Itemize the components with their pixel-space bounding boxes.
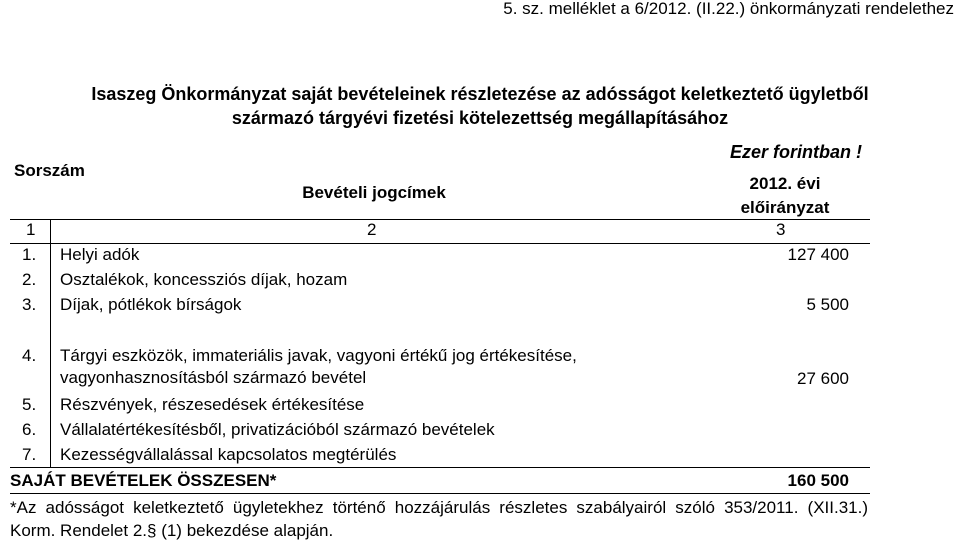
column-number: 2 (367, 220, 377, 239)
row-text: Kezességvállalással kapcsolatos megtérülés (60, 445, 397, 464)
row-text: Díjak, pótlékok bírságok (60, 295, 242, 314)
footnote: *Az adósságot keletkeztető ügyletekhez történő hozzájárulás részletes szabályairól szóló 353/2011. (XII.31.) Korm. Rendelet 2.§ (1) bekezdése alapján. (10, 498, 868, 540)
row-value: 127 400 (787, 245, 849, 264)
row-value: 27 600 (797, 369, 849, 388)
row-number: 4. (22, 346, 37, 365)
row-text: Vállalatértékesítésből, privatizációból származó bevételek (60, 420, 495, 439)
row-text (60, 345, 577, 389)
column-number: 3 (776, 220, 786, 239)
row-text-line-1: Tárgyi eszközök, immateriális javak, vagyoni értékű jog értékesítése, (60, 346, 577, 365)
total-label: SAJÁT BEVÉTELEK ÖSSZESEN* (10, 471, 277, 490)
row-number: 7. (22, 445, 37, 464)
row-value: 5 500 (806, 295, 849, 314)
annex-reference: 5. sz. melléklet a 6/2012. (II.22.) önkormányzati rendelethez (503, 0, 954, 18)
row-number: 5. (22, 395, 37, 414)
unit-note: Ezer forintban ! (730, 142, 863, 162)
title-line-2: származó tárgyévi fizetési kötelezettség megállapításához (231, 108, 729, 128)
header-eloiranyzat-label: előirányzat (740, 198, 830, 217)
row-text: Helyi adók (60, 245, 140, 264)
row-number: 6. (22, 420, 37, 439)
row-number: 1. (22, 245, 37, 264)
row-text-line-2: vagyonhasznosításból származó bevétel (60, 368, 367, 387)
grid-line (10, 243, 870, 244)
row-number: 2. (22, 270, 37, 289)
header-eloiranyzat-year: 2012. évi (749, 174, 821, 193)
grid-line (10, 219, 870, 220)
grid-line (10, 493, 870, 494)
total-value: 160 500 (787, 471, 849, 490)
title-line-1: Isaszeg Önkormányzat saját bevételeinek részletezése az adósságot keletkeztető ügyletből (91, 84, 869, 104)
header-eloiranyzat (690, 172, 880, 220)
grid-line (10, 467, 870, 468)
header-bevetel: Bevételi jogcímek (302, 183, 446, 202)
row-text: Osztalékok, koncessziós díjak, hozam (60, 270, 348, 289)
grid-line (50, 219, 51, 467)
column-number: 1 (26, 220, 36, 239)
header-sorszam: Sorszám (14, 161, 85, 180)
document-title (0, 82, 960, 130)
row-text: Részvények, részesedések értékesítése (60, 395, 365, 414)
row-number: 3. (22, 295, 37, 314)
